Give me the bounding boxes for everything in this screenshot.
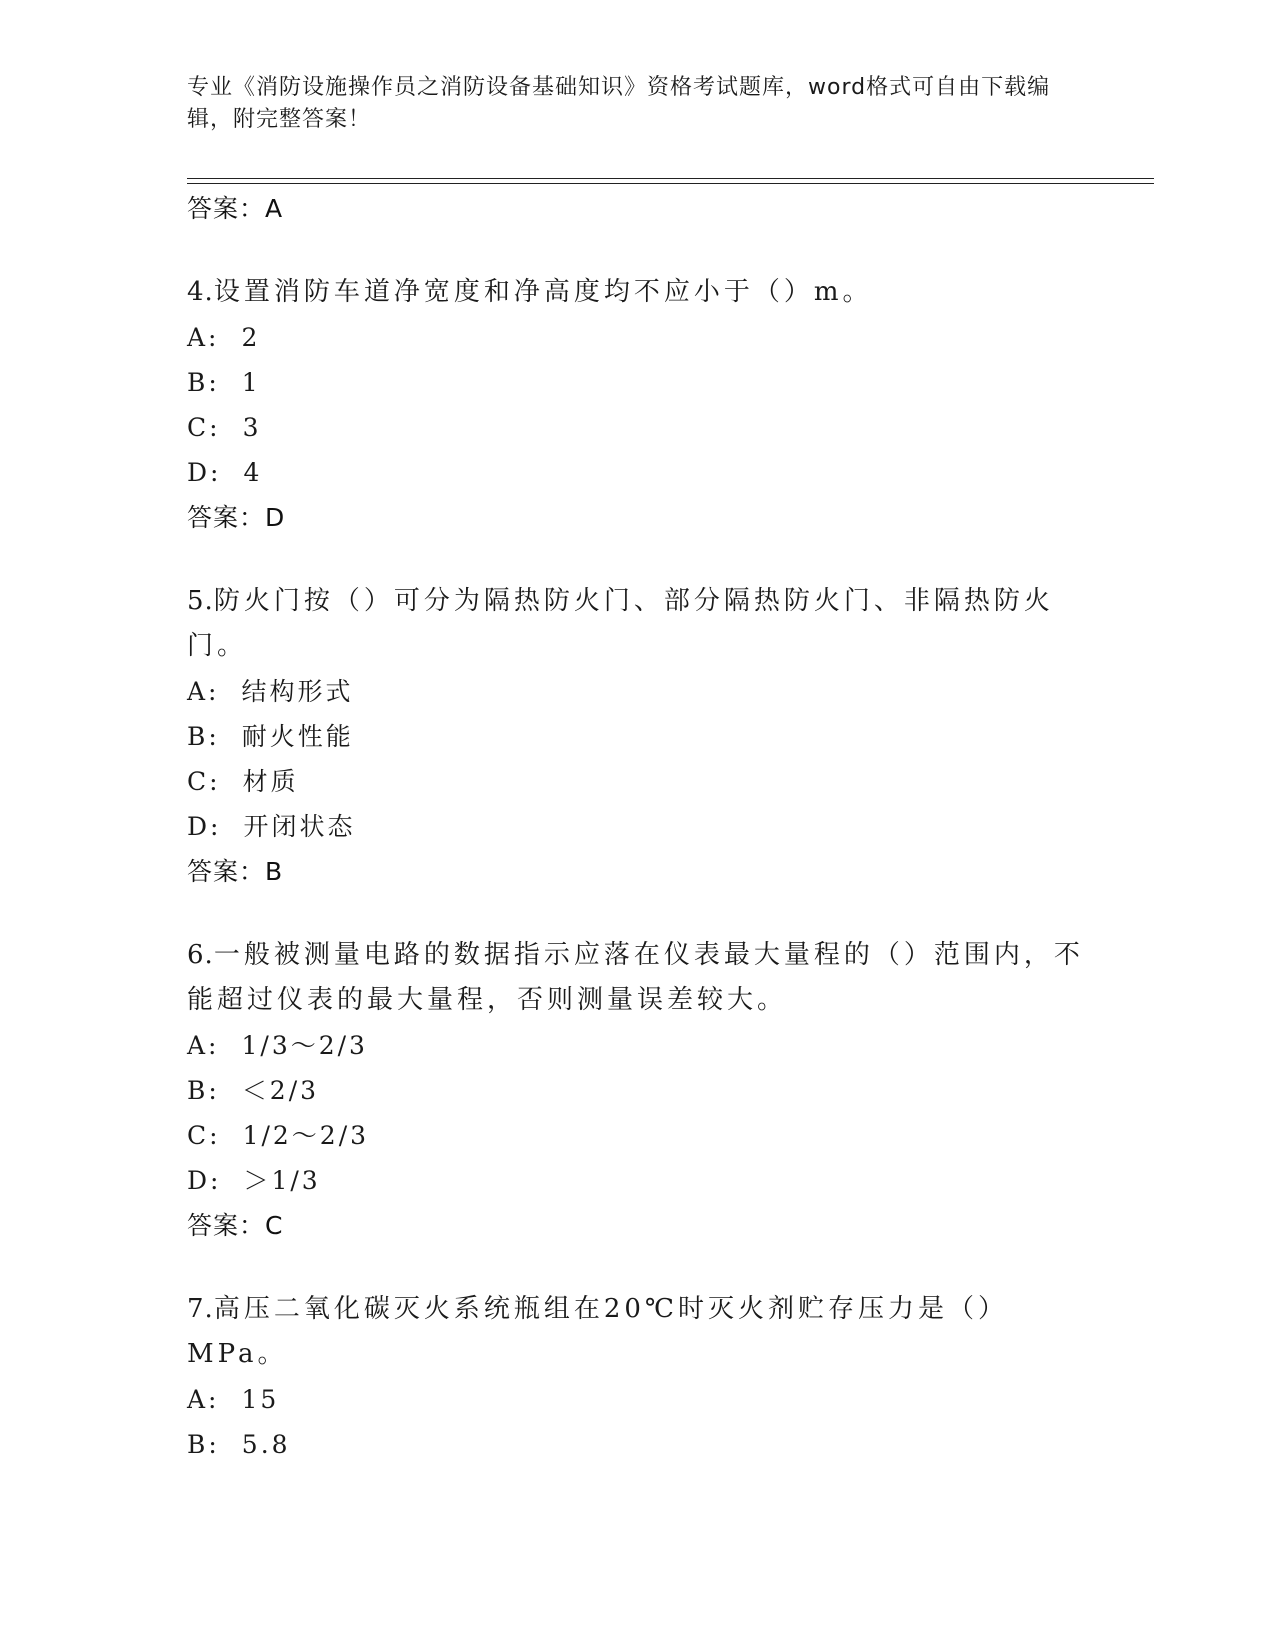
option-a (187, 669, 1087, 714)
option-key: C: (187, 1121, 221, 1150)
option-value: 15 (241, 1385, 280, 1414)
option-key: A: (187, 1031, 220, 1060)
answer-prefix: 答案： (187, 194, 266, 223)
option-key: C: (187, 413, 221, 442)
answer-value: C (265, 1211, 284, 1240)
option-value: 1/3～2/3 (241, 1031, 368, 1060)
answer-prefix: 答案： (187, 1211, 266, 1240)
answer-line (187, 1203, 1087, 1249)
option-key: B: (187, 1430, 220, 1459)
option-value: 4 (243, 458, 263, 487)
option-key: D: (187, 458, 222, 487)
answer-value: A (265, 194, 284, 223)
option-value: 结构形式 (241, 677, 354, 706)
question-stem: 设置消防车道净宽度和净高度均不应小于（）m。 (213, 277, 873, 307)
question-number: 7. (187, 1294, 214, 1324)
question-text (187, 1287, 1087, 1377)
option-d (187, 1158, 1087, 1203)
answer-value: B (265, 857, 284, 886)
answer-line (187, 849, 1087, 895)
option-key: D: (187, 1166, 222, 1195)
question-number: 4. (187, 277, 214, 307)
option-key: A: (187, 1385, 220, 1414)
option-value: 2 (241, 323, 261, 352)
option-value: 5.8 (241, 1430, 291, 1459)
question-number: 6. (187, 940, 214, 970)
option-b (187, 1422, 1087, 1467)
option-b (187, 714, 1087, 759)
question-text (187, 579, 1087, 669)
answer-prefix: 答案： (187, 857, 266, 886)
option-b (187, 1068, 1087, 1113)
question-stem: 高压二氧化碳灭火系统瓶组在20℃时灭火剂贮存压力是（）MPa。 (187, 1294, 1008, 1369)
answer-line (187, 495, 1087, 541)
option-c (187, 759, 1087, 804)
option-value: 开闭状态 (243, 812, 356, 841)
option-value: 材质 (242, 767, 299, 796)
option-a (187, 1377, 1087, 1422)
question-stem: 防火门按（）可分为隔热防火门、部分隔热防火门、非隔热防火门。 (187, 586, 1054, 661)
answer-prefix: 答案： (187, 503, 266, 532)
option-value: 1 (241, 368, 261, 397)
option-key: B: (187, 1076, 220, 1105)
option-d (187, 450, 1087, 495)
option-value: ＜2/3 (241, 1076, 320, 1105)
option-d (187, 804, 1087, 849)
option-key: A: (187, 677, 220, 706)
option-value: ＞1/3 (243, 1166, 321, 1195)
answer-value: D (265, 503, 286, 532)
option-key: D: (187, 812, 222, 841)
option-value: 1/2～2/3 (242, 1121, 370, 1150)
option-a (187, 1023, 1087, 1068)
answer-line (187, 186, 1087, 232)
option-key: B: (187, 368, 220, 397)
question-text (187, 933, 1087, 1023)
option-value: 3 (242, 413, 262, 442)
option-c (187, 405, 1087, 450)
question-text (187, 270, 1087, 315)
option-key: C: (187, 767, 221, 796)
question-stem: 一般被测量电路的数据指示应落在仪表最大量程的（）范围内，不能超过仪表的最大量程，否则测量误差较大。 (187, 940, 1084, 1015)
document-intro: 专业《消防设施操作员之消防设备基础知识》资格考试题库，word格式可自由下载编辑，附完整答案！ (187, 75, 1051, 132)
option-b (187, 360, 1087, 405)
option-key: B: (187, 722, 220, 751)
question-number: 5. (187, 586, 214, 616)
option-key: A: (187, 323, 220, 352)
question-list (187, 186, 1087, 1467)
header-divider-bottom (187, 183, 1154, 184)
header-divider-top (187, 178, 1154, 179)
option-value: 耐火性能 (241, 722, 354, 751)
option-c (187, 1113, 1087, 1158)
option-a (187, 315, 1087, 360)
